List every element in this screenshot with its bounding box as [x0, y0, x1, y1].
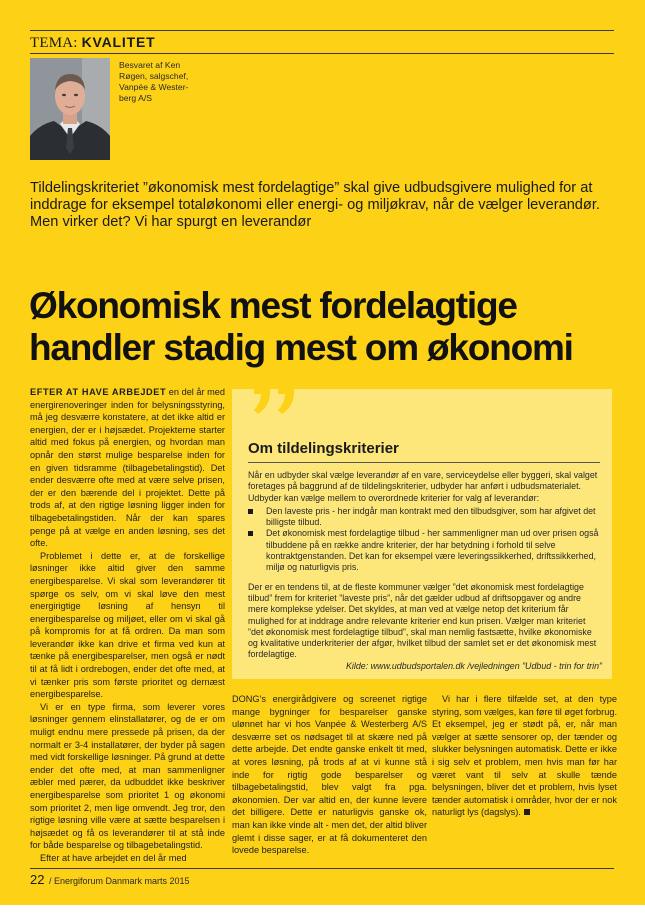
headline-line-2: handler stadig mest om økonomi [29, 327, 573, 368]
body-text: Vi har i flere tilfælde set, at den type styring, som vælges, kan føre til øget forbrug. Et eksempel, jeg er stødt på, er, når man vælger at sætte sensorer op, der tænder og slukker belysningen automatisk. Dette er ikke i sig selv et problem, men hvis man før har været vant til selv at skulle tænde belysningen, bliver det et problem, hvis lyset tænder automatisk i områder, hvor der er nok naturligt lys (dagslys). [432, 694, 617, 818]
body-text: en del år med energirenoveringer inden for belysningsstyring, må jeg desværre konstatere, at det ikke altid er energien, der er i højsædet. Projekterne starter altid med fokus på energien, og hvordan man opnår den størst mulige besparelse inden for en given tidsramme (tilbagebetalingstid). Det ender desværre ofte med at være selve prisen, der er den bærende del i projektet. Dette på trods af, at den rigtige løsning ligger inden for tilbagebetalingstiden. Når der kan spares penge på at vælge en anden løsning, ses det ofte. [30, 387, 226, 549]
portrait-image [30, 58, 110, 160]
end-square-icon [524, 809, 530, 815]
info-box-title: Om tildelingskriterier [248, 440, 399, 457]
caption-line: Vanpée & Wester- [119, 82, 189, 92]
body-column-right [432, 693, 617, 819]
page-footer [30, 872, 190, 887]
page-number: 22 [30, 872, 45, 887]
info-box-paragraph: Når en udbyder skal vælge leverandør af en vare, serviceydelse eller byggeri, skal valget foretages på baggrund af de tildelingskriterier, udbyder har anført i udbudsmaterialet. Udbyder kan vælge mellem to overordnede kriterier for valg af leverandør: [248, 470, 598, 503]
list-item [248, 506, 602, 529]
body-paragraph: Vi er en type firma, som leverer vores løsninger gennem elinstallatører, og de er om muligt endnu mere pressede på prisen, da der normalt er 3-4 installatører, der byder på sagen med vidt forskellige løsninger. På grund at dette ender det ofte med, at man sammenligner æbler med pærer, da udbuddet ikke beskriver energibesparelse som prioritet 1 og økonomi som prioritet 2, men lige omvendt. Jeg tror, den rigtige løsning ville være at sætte besparelsen i højsædet og få os leverandører til at stå inde for både besparelse og tilbagebetalingstid. [30, 701, 225, 851]
author-photo [30, 58, 110, 160]
caption-line: Besvaret af Ken [119, 60, 181, 70]
info-box-source: Kilde: www.udbudsportalen.dk /vejledningen ”Udbud - trin for trin” [345, 660, 602, 671]
quote-mark-icon [250, 372, 300, 416]
body-column-middle [232, 693, 427, 857]
section-tag [30, 34, 155, 52]
body-paragraph [30, 386, 225, 550]
list-item-text: Den laveste pris - her indgår man kontrakt med den tilbudsgiver, som har afgivet det billigste tilbud. [266, 505, 596, 528]
page-bottom-margin [0, 905, 645, 913]
info-box-rule [248, 462, 600, 463]
info-box-body [248, 470, 602, 672]
caption-line: Røgen, salgschef, [119, 71, 189, 81]
author-caption [119, 60, 209, 104]
bullet-icon [248, 531, 253, 536]
info-box-paragraph: Der er en tendens til, at de fleste kommuner vælger ”det økonomisk mest fordelagtige tilbud” frem for kriteriet ”laveste pris”, når det gælder udbud af driftsopgaver og andre mere komplekse ydelser. Det skyldes, at man ved at vælge netop det kriterium får mulighed for at inddrage andre relevante kriterier end kun prisen. Vælger man kriteriet ”det økonomisk mest fordelagtige tilbud”, skal man nemlig fastsætte, hvilke økonomiske og kvalitative underkriterier der afgør, hvilket tilbud der samlet set er det økonomisk mest fordelagtige. [248, 581, 597, 660]
list-item [248, 528, 602, 573]
header-rule [30, 53, 614, 54]
headline [29, 285, 629, 369]
body-paragraph: DONG's energirådgivere og screenet rigtige mange bygninger for besparelser ganske ulønnet har vi hos Vanpée & Westerberg A/S desværre set os nødsaget til at skære ned på dette arbejde. Det endte ganske enkelt tit med, at vores løsning, på trods af at vi kunne stå inde for rigtig gode besparelser og tilbagebetalingstid, blev valgt fra pga. økonomien. Der var altid en, der kunne levere det billigere. Dette er naturligvis ganske ok, man kan ikke vinde alt - men det, der altid bliver glemt i disse sager, er at få dokumenteret den lovede besparelse. [232, 694, 427, 856]
lead-in: EFTER AT HAVE ARBEJDET [30, 387, 167, 397]
publication-name: / Energiforum Danmark marts 2015 [48, 876, 190, 886]
caption-line: berg A/S [119, 93, 152, 103]
section-tag-prefix: TEMA: [30, 35, 78, 51]
info-box-list [248, 506, 602, 574]
body-paragraph [432, 693, 617, 819]
bullet-icon [248, 509, 253, 514]
footer-rule [30, 868, 614, 869]
list-item-text: Det økonomisk mest fordelagtige tilbud - her sammenligner man ud over prisen også tilbuddene på en række andre kriterier, der har betydning i forhold til selve kontraktgenstanden. Det kan for eksempel være leveringssikkerhed, driftssikkerhed, miljø og naturligvis pris. [266, 528, 599, 573]
header-top-rule [30, 30, 614, 31]
section-tag-keyword: KVALITET [81, 34, 156, 50]
body-column-left [30, 386, 225, 865]
headline-line-1: Økonomisk mest fordelagtige [29, 285, 517, 326]
intro-text: Tildelingskriteriet ”økonomisk mest fordelagtige” skal give udbudsgivere mulighed for at inddrage for eksempel totaløkonomi eller energi- og miljøkrav, når de vælger leverandør. Men virker det? Vi har spurgt en leverandør [30, 180, 600, 230]
body-paragraph: Efter at have arbejdet en del år med [40, 852, 187, 863]
body-paragraph: Problemet i dette er, at de forskellige løsninger ikke altid giver den samme energibesparelse. Vi skal som leverandører tit spørge os selv, om vi skal løve den mest energirigtige løsning af hensyn til energibesparelse og miljøet, eller om vi skal gå på kompromis for at få ordren. Da man som leverandør ikke kan drive et firma ved kun at tænke på energibesparelser, men også er nødt til at få lidt i ordrebogen, ender det ofte med, at vi tænker pris som første prioritet og dernæst energibesparelse. [30, 550, 225, 700]
